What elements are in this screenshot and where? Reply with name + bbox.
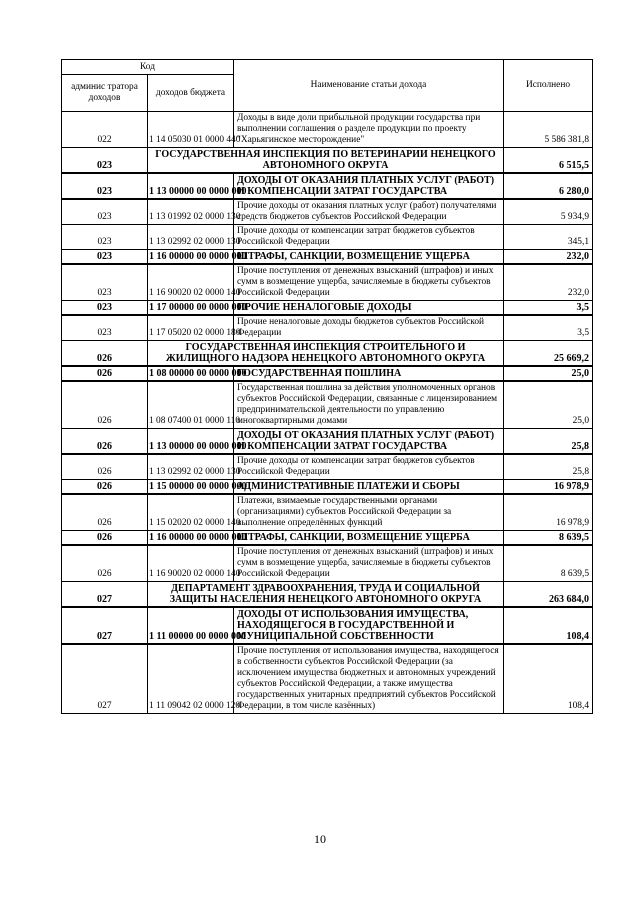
income-code-cell: 1 08 00000 00 0000 000 [149,368,247,379]
income-code-cell: 1 08 07400 01 0000 110 [148,381,234,429]
income-code-cell: 1 17 00000 00 0000 000 [149,302,247,313]
admin-code-cell: 026 [62,494,148,531]
income-name-cell: Прочие неналоговые доходы бюджетов субъектов Российской Федерации [234,315,504,341]
table-row [62,644,593,714]
income-code-cell: 1 14 05030 01 0000 440 [148,112,234,148]
amount-cell: 16 978,9 [504,480,593,495]
admin-code-cell: 023 [62,173,148,199]
amount-cell: 3,5 [504,315,593,341]
income-code-cell: 1 17 05020 02 0000 180 [148,315,234,341]
amount-cell: 108,4 [504,607,593,644]
header-code-group: Код [62,60,234,75]
org-row [62,582,593,608]
amount-cell: 5 586 381,8 [504,112,593,148]
income-code-cell: 1 13 00000 00 0000 000 [148,429,234,455]
table-row [62,454,593,480]
income-name-cell: Прочие поступления от использования имущества, находящегося в собственности субъектов Российской Федерации (за исключением имущества бюджетных и автономных учреждений субъектов Российской Федерации, а также имущества государственных унитарных предприятий субъектов Российской Федерации, в том числе казённых) [234,644,504,714]
amount-cell: 232,0 [504,250,593,265]
income-name-cell: ДОХОДЫ ОТ ИСПОЛЬЗОВАНИЯ ИМУЩЕСТВА, НАХОДЯЩЕГОСЯ В ГОСУДАРСТВЕННОЙ И МУНИЦИПАЛЬНОЙ СОБСТВЕННОСТИ [234,607,504,644]
admin-code-cell: 023 [62,264,148,301]
amount-cell: 25,8 [504,454,593,480]
income-code-cell: 1 15 00000 00 0000 000 [149,481,247,492]
table-row [62,381,593,429]
group-row [62,173,593,199]
table-row [62,199,593,225]
income-name-cell: Прочие доходы от компенсации затрат бюджетов субъектов Российской Федерации [234,225,504,250]
group-row [62,429,593,455]
income-code-cell: 1 13 01992 02 0000 130 [148,199,234,225]
admin-code-cell: 023 [62,225,148,250]
amount-cell: 6 515,5 [504,148,593,174]
amount-cell: 108,4 [504,644,593,714]
income-name-cell: Платежи, взимаемые государственными органами (организациями) субъектов Российской Федерации за выполнение определённых функций [234,494,504,531]
amount-cell: 25,0 [504,381,593,429]
admin-code-cell: 026 [62,366,148,381]
amount-cell: 25 669,2 [504,341,593,367]
amount-cell: 5 934,9 [504,199,593,225]
income-code-cell: 1 13 02992 02 0000 130 [148,454,234,480]
group-row [62,366,593,381]
admin-code-cell: 023 [62,301,148,316]
group-row [62,480,593,495]
income-code-cell: 1 16 90020 02 0000 140 [148,545,234,582]
header-name: Наименование статьи дохода [234,60,504,112]
table-row [62,264,593,301]
budget-table-page [61,59,593,714]
amount-cell: 3,5 [504,301,593,316]
amount-cell: 25,8 [504,429,593,455]
admin-code-cell: 026 [62,531,148,546]
group-row [62,607,593,644]
income-name-cell: ШТРАФЫ, САНКЦИИ, ВОЗМЕЩЕНИЕ УЩЕРБА [234,531,504,546]
org-name-cell: ГОСУДАРСТВЕННАЯ ИНСПЕКЦИЯ ПО ВЕТЕРИНАРИИ НЕНЕЦКОГО АВТОНОМНОГО ОКРУГА [148,148,504,174]
income-name-cell: ДОХОДЫ ОТ ОКАЗАНИЯ ПЛАТНЫХ УСЛУГ (РАБОТ) И КОМПЕНСАЦИИ ЗАТРАТ ГОСУДАРСТВА [234,173,504,199]
income-code-cell: 1 16 90020 02 0000 140 [148,264,234,301]
income-name-cell: Государственная пошлина за действия уполномоченных органов субъектов Российской Федерации, связанные с лицензированием предпринимательской деятельности по управлению многоквартирными домами [234,381,504,429]
admin-code-cell: 027 [62,644,148,714]
admin-code-cell: 027 [62,607,148,644]
income-code-cell: 1 11 00000 00 0000 000 [148,607,234,644]
amount-cell: 25,0 [504,366,593,381]
amount-cell: 8 639,5 [504,531,593,546]
income-name-cell: АДМИНИСТРАТИВНЫЕ ПЛАТЕЖИ И СБОРЫ [234,480,504,495]
income-name-cell: Доходы в виде доли прибыльной продукции государства при выполнении соглашения о разделе продукции по проекту "Харьягинское месторождение" [234,112,504,148]
amount-cell: 232,0 [504,264,593,301]
income-code-cell: 1 16 00000 00 0000 000 [149,251,247,262]
org-name-cell: ГОСУДАРСТВЕННАЯ ИНСПЕКЦИЯ СТРОИТЕЛЬНОГО И ЖИЛИЩНОГО НАДЗОРА НЕНЕЦКОГО АВТОНОМНОГО ОКРУГА [148,341,504,367]
income-code-cell: 1 16 00000 00 0000 000 [149,532,247,543]
header-amount: Исполнено [504,60,593,112]
amount-cell: 6 280,0 [504,173,593,199]
header-admin: админис тратора доходов [62,75,148,112]
income-name-cell: Прочие поступления от денежных взысканий (штрафов) и иных сумм в возмещение ущерба, зачисляемые в бюджеты субъектов Российской Федерации [234,545,504,582]
admin-code-cell: 026 [62,341,148,367]
budget-income-table [61,59,593,714]
admin-code-cell: 022 [62,112,148,148]
admin-code-cell: 026 [62,454,148,480]
admin-code-cell: 023 [62,250,148,265]
admin-code-cell: 026 [62,480,148,495]
income-name-cell: ГОСУДАРСТВЕННАЯ ПОШЛИНА [234,366,504,381]
admin-code-cell: 027 [62,582,148,608]
org-name-cell: ДЕПАРТАМЕНТ ЗДРАВООХРАНЕНИЯ, ТРУДА И СОЦИАЛЬНОЙ ЗАЩИТЫ НАСЕЛЕНИЯ НЕНЕЦКОГО АВТОНОМНОГО ОКРУГА [148,582,504,608]
org-row [62,148,593,174]
income-code-cell: 1 13 00000 00 0000 000 [148,173,234,199]
admin-code-cell: 023 [62,315,148,341]
header-income-code: доходов бюджета [148,75,234,112]
table-row [62,315,593,341]
page-number: 10 [314,832,326,846]
income-code-cell: 1 15 02020 02 0000 140 [148,494,234,531]
income-name-cell: Прочие поступления от денежных взысканий (штрафов) и иных сумм в возмещение ущерба, зачисляемые в бюджеты субъектов Российской Федерации [234,264,504,301]
table-header-row-top [62,60,593,75]
amount-cell: 263 684,0 [504,582,593,608]
table-row [62,112,593,148]
admin-code-cell: 026 [62,381,148,429]
group-row [62,250,593,265]
income-name-cell: ДОХОДЫ ОТ ОКАЗАНИЯ ПЛАТНЫХ УСЛУГ (РАБОТ) И КОМПЕНСАЦИИ ЗАТРАТ ГОСУДАРСТВА [234,429,504,455]
group-row [62,531,593,546]
admin-code-cell: 023 [62,148,148,174]
amount-cell: 345,1 [504,225,593,250]
admin-code-cell: 026 [62,429,148,455]
admin-code-cell: 023 [62,199,148,225]
income-name-cell: Прочие доходы от оказания платных услуг (работ) получателями средств бюджетов субъектов Российской Федерации [234,199,504,225]
income-name-cell: ПРОЧИЕ НЕНАЛОГОВЫЕ ДОХОДЫ [234,301,504,316]
income-name-cell: ШТРАФЫ, САНКЦИИ, ВОЗМЕЩЕНИЕ УЩЕРБА [234,250,504,265]
income-name-cell: Прочие доходы от компенсации затрат бюджетов субъектов Российской Федерации [234,454,504,480]
org-row [62,341,593,367]
income-code-cell: 1 13 02992 02 0000 130 [148,225,234,250]
income-code-cell: 1 11 09042 02 0000 120 [148,644,234,714]
table-row [62,494,593,531]
table-row [62,225,593,250]
group-row [62,301,593,316]
amount-cell: 16 978,9 [504,494,593,531]
amount-cell: 8 639,5 [504,545,593,582]
table-row [62,545,593,582]
admin-code-cell: 026 [62,545,148,582]
